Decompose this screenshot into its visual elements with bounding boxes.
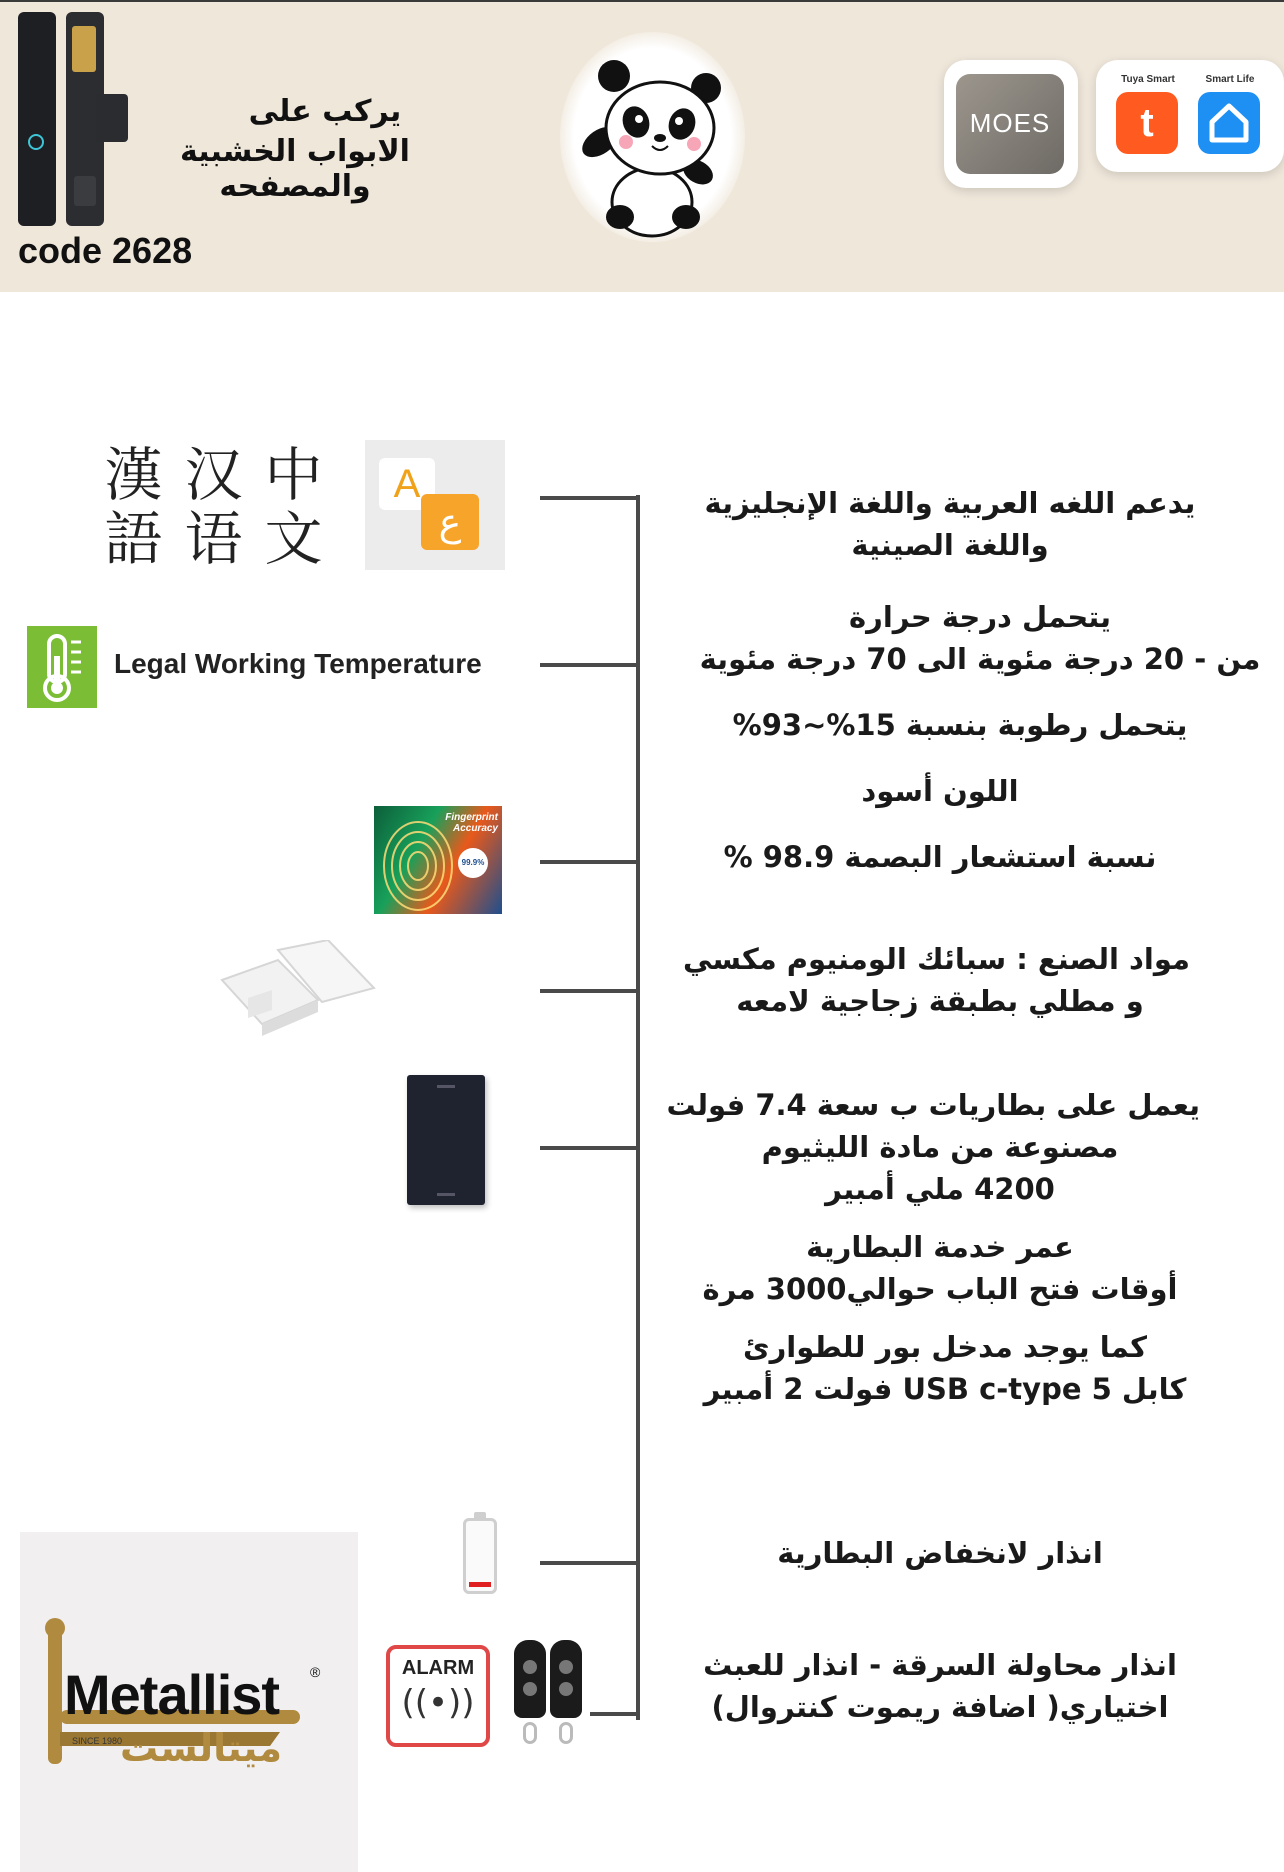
remote-control-icon [512,1640,592,1770]
header-banner [0,0,1284,292]
low-battery-level [469,1582,491,1587]
moes-logo: MOES [956,74,1064,174]
install-text-line2: الابواب الخشبية والمصفحه [180,134,410,204]
connector-line-temperature [540,663,640,667]
alarm-waves: ((•)) [401,1683,475,1723]
translate-icon [365,440,505,570]
brand-since: SINCE 1980 [72,1736,123,1746]
feature-battery-spec: يعمل على بطاريات ب سعة 7.4 فولت مصنوعة من مادة الليثيوم 4200 ملي أمبير [666,1088,1200,1207]
feature-emergency-power: كما يوجد مدخل بور للطوارئ كابل USB c-type 5 فولت 2 أمبير [703,1330,1187,1407]
feature-humidity: يتحمل رطوبة بنسبة 15%~93% [732,708,1188,742]
alarm-icon [386,1645,490,1747]
tuya-icon: t [1116,92,1178,154]
chinese-text-hanyu-simplified: 汉语 [174,444,243,572]
chinese-text-zhongwen: 中文 [254,444,323,572]
feature-color: اللون أسود [861,774,1019,808]
brand-logo [20,1532,358,1872]
connector-line-fingerprint [540,860,640,864]
thermometer-icon [27,626,97,708]
install-text-line1: يركب على [248,94,402,129]
product-code: code 2628 [18,230,193,271]
brand-name: Metallist [64,1663,280,1726]
smart-life-label: Smart Life [1205,74,1255,85]
feature-low-battery-alarm: انذار لانخفاض البطارية [777,1536,1103,1570]
battery-pack-icon [407,1075,485,1205]
panda-icon [560,32,745,242]
feature-material: مواد الصنع : سبائك الومنيوم مكسي و مطلي بطبقة زجاجية لامعه [683,942,1190,1019]
alarm-label: ALARM [401,1657,475,1679]
aluminum-plates-icon [218,940,378,1052]
feature-fingerprint-accuracy: نسبة استشعار البصمة 98.9 % [723,840,1157,874]
smart-life-icon [1198,92,1260,154]
tuya-label: Tuya Smart [1121,74,1175,85]
tuya-smartlife-card [1096,60,1284,172]
fingerprint-icon [374,806,502,914]
chinese-text-hanyu-traditional: 漢語 [94,444,163,572]
connector-line-battery [540,1146,640,1150]
fingerprint-title: Fingerprint Accuracy [445,812,498,834]
feature-language: يدعم اللغه العربية واللغة الإنجليزية واللغة الصينية [704,486,1196,563]
connector-line-language [540,496,640,500]
feature-theft-alarm: انذار محاولة السرقة - انذار للعبث اختياري( اضافة ريموت كنتروال) [703,1648,1177,1725]
feature-temperature: يتحمل درجة حرارة من - 20 درجة مئوية الى 70 درجة مئوية [699,600,1261,677]
connector-line-low-battery [540,1561,640,1565]
moes-app-card [944,60,1078,188]
connector-line-alarm [590,1712,640,1716]
feature-battery-life: عمر خدمة البطارية أوقات فتح الباب حوالي3000 مرة [702,1230,1178,1307]
brand-arabic-name: ميتالست [120,1726,282,1770]
bubble-arabic: ع [421,494,479,550]
fingerprint-badge: 99.9% [458,848,488,878]
smart-lock-icon [14,12,104,228]
temperature-label: Legal Working Temperature [114,648,482,679]
connector-vertical-line [636,495,640,1720]
bubble-latin: A [379,458,435,510]
connector-line-material [540,989,640,993]
brand-registered: ® [310,1664,321,1680]
